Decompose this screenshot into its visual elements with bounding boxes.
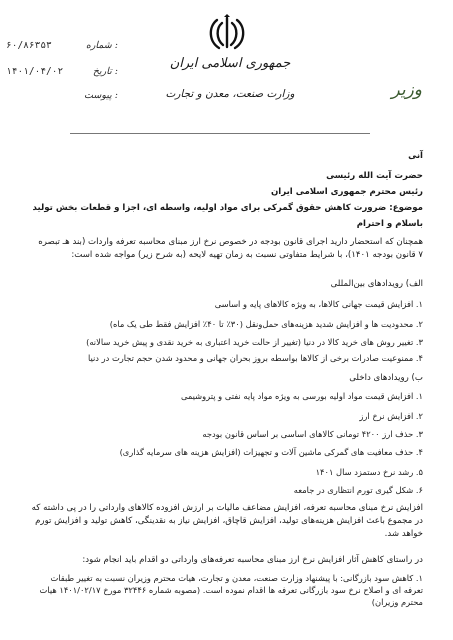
- letter-number-value: ۶۰/۸۶۳۵۳: [6, 40, 52, 51]
- urgency-mark: آنی: [408, 151, 423, 161]
- list-item: ۲. افزایش نرخ ارز: [359, 411, 423, 421]
- minister-mark: وزیر: [391, 80, 422, 100]
- ministry-name: جمهوری اسلامی ایران: [169, 56, 291, 71]
- list-item: ۵. رشد نرخ دستمزد سال ۱۴۰۱: [315, 467, 423, 477]
- intro-paragraph: همچنان که استحضار دارید اجرای قانون بودجه در خصوص نرخ ارز مبنای محاسبه تعرفه واردات (بند هـ تبصره ۷ قانون بودجه ۱۴۰۱)، با شرایط متفاوتی نسبت به زمان تهیه لایحه (به شرح زیر) مواجه شده است:: [38, 237, 423, 260]
- section-b-heading: ب) رویدادهای داخلی: [349, 373, 423, 383]
- letter-number-label: شماره :: [85, 40, 118, 51]
- paragraph-2: افزایش نرخ مبنای محاسبه تعرفه، افزایش مضاعف مالیات بر ارزش افزوده کالاهای وارداتی را در پی داشته که در مجموع باعث افزایش هزینه‌های تولید، افزایش قاچاق، افزایش نیاز به نقدینگی، کاهش تولید و افزایش تورم خواهد شد.: [31, 503, 423, 539]
- list-item: ۱. کاهش سود بازرگانی: با پیشنهاد وزارت صنعت، معدن و تجارت، هیات محترم وزیران نسبت به تغییر طبقات تعرفه ای و اصلاح نرخ سود بازرگانی تعرفه ها اقدام نموده است. (مصوبه شماره ۳۲۴۴۶ مورخ ۱۴۰۱/۰۲/۱۷ هیات محترم وزیران): [39, 573, 423, 608]
- iran-emblem-icon: [206, 14, 248, 52]
- letter-subject: موضوع: ضرورت کاهش حقوق گمرکی برای مواد اولیه، واسطه ای، اجزا و قطعات بخش تولید: [32, 203, 423, 213]
- attachment-row: [6, 90, 128, 101]
- list-item: ۶. شکل گیری تورم انتظاری در جامعه: [293, 485, 423, 495]
- letter-date-row: [6, 66, 128, 77]
- list-item: ۴. ممنوعیت صادرات برخی از کالاها بواسطه بروز بحران جهانی و محدود شدن حجم تجارت در دنیا: [87, 353, 423, 363]
- list-item: ۲. محدودیت ها و افزایش شدید هزینه‌های حمل‌ونقل (۳۰٪ تا ۴۰٪ افزایش فقط طی یک ماه): [109, 319, 423, 329]
- ministry-subtitle: وزارت صنعت، معدن و تجارت: [165, 88, 295, 100]
- paragraph-3: در راستای کاهش آثار افزایش نرخ ارز مبنای محاسبه تعرفه‌های وارداتی دو اقدام باید انجام شود:: [82, 555, 423, 565]
- section-a-heading: الف) رویدادهای بین‌المللی: [330, 279, 423, 289]
- greeting: باسلام و احترام: [356, 219, 423, 229]
- letter-date-value: ۱۴۰۱/۰۴/۰۲: [6, 66, 64, 77]
- attachment-label: پیوست :: [84, 90, 118, 101]
- header-divider: [70, 133, 370, 134]
- letter-date-label: تاریخ :: [92, 66, 118, 77]
- list-item: ۱. افزایش قیمت جهانی کالاها، به ویژه کالاهای پایه و اساسی: [214, 299, 423, 309]
- addressee-name: حضرت آیت الله رئیسی: [326, 171, 423, 181]
- letter-number-row: [6, 40, 128, 51]
- list-item: ۳. تغییر روش های خرید کالا در دنیا (تغییر از حالت خرید اعتباری به خرید نقدی و پیش خرید سالانه): [86, 337, 423, 347]
- list-item: ۳. حذف ارز ۴۲۰۰ تومانی کالاهای اساسی بر اساس قانون بودجه: [202, 429, 423, 439]
- list-item: ۱. افزایش قیمت مواد اولیه بورسی به ویژه مواد پایه نفتی و پتروشیمی: [180, 391, 423, 401]
- list-item: ۴. حذف معافیت های گمرکی ماشین آلات و تجهیزات (افزایش هزینه های سرمایه گذاری): [119, 447, 423, 457]
- addressee-title: رئیس محترم جمهوری اسلامی ایران: [270, 187, 423, 197]
